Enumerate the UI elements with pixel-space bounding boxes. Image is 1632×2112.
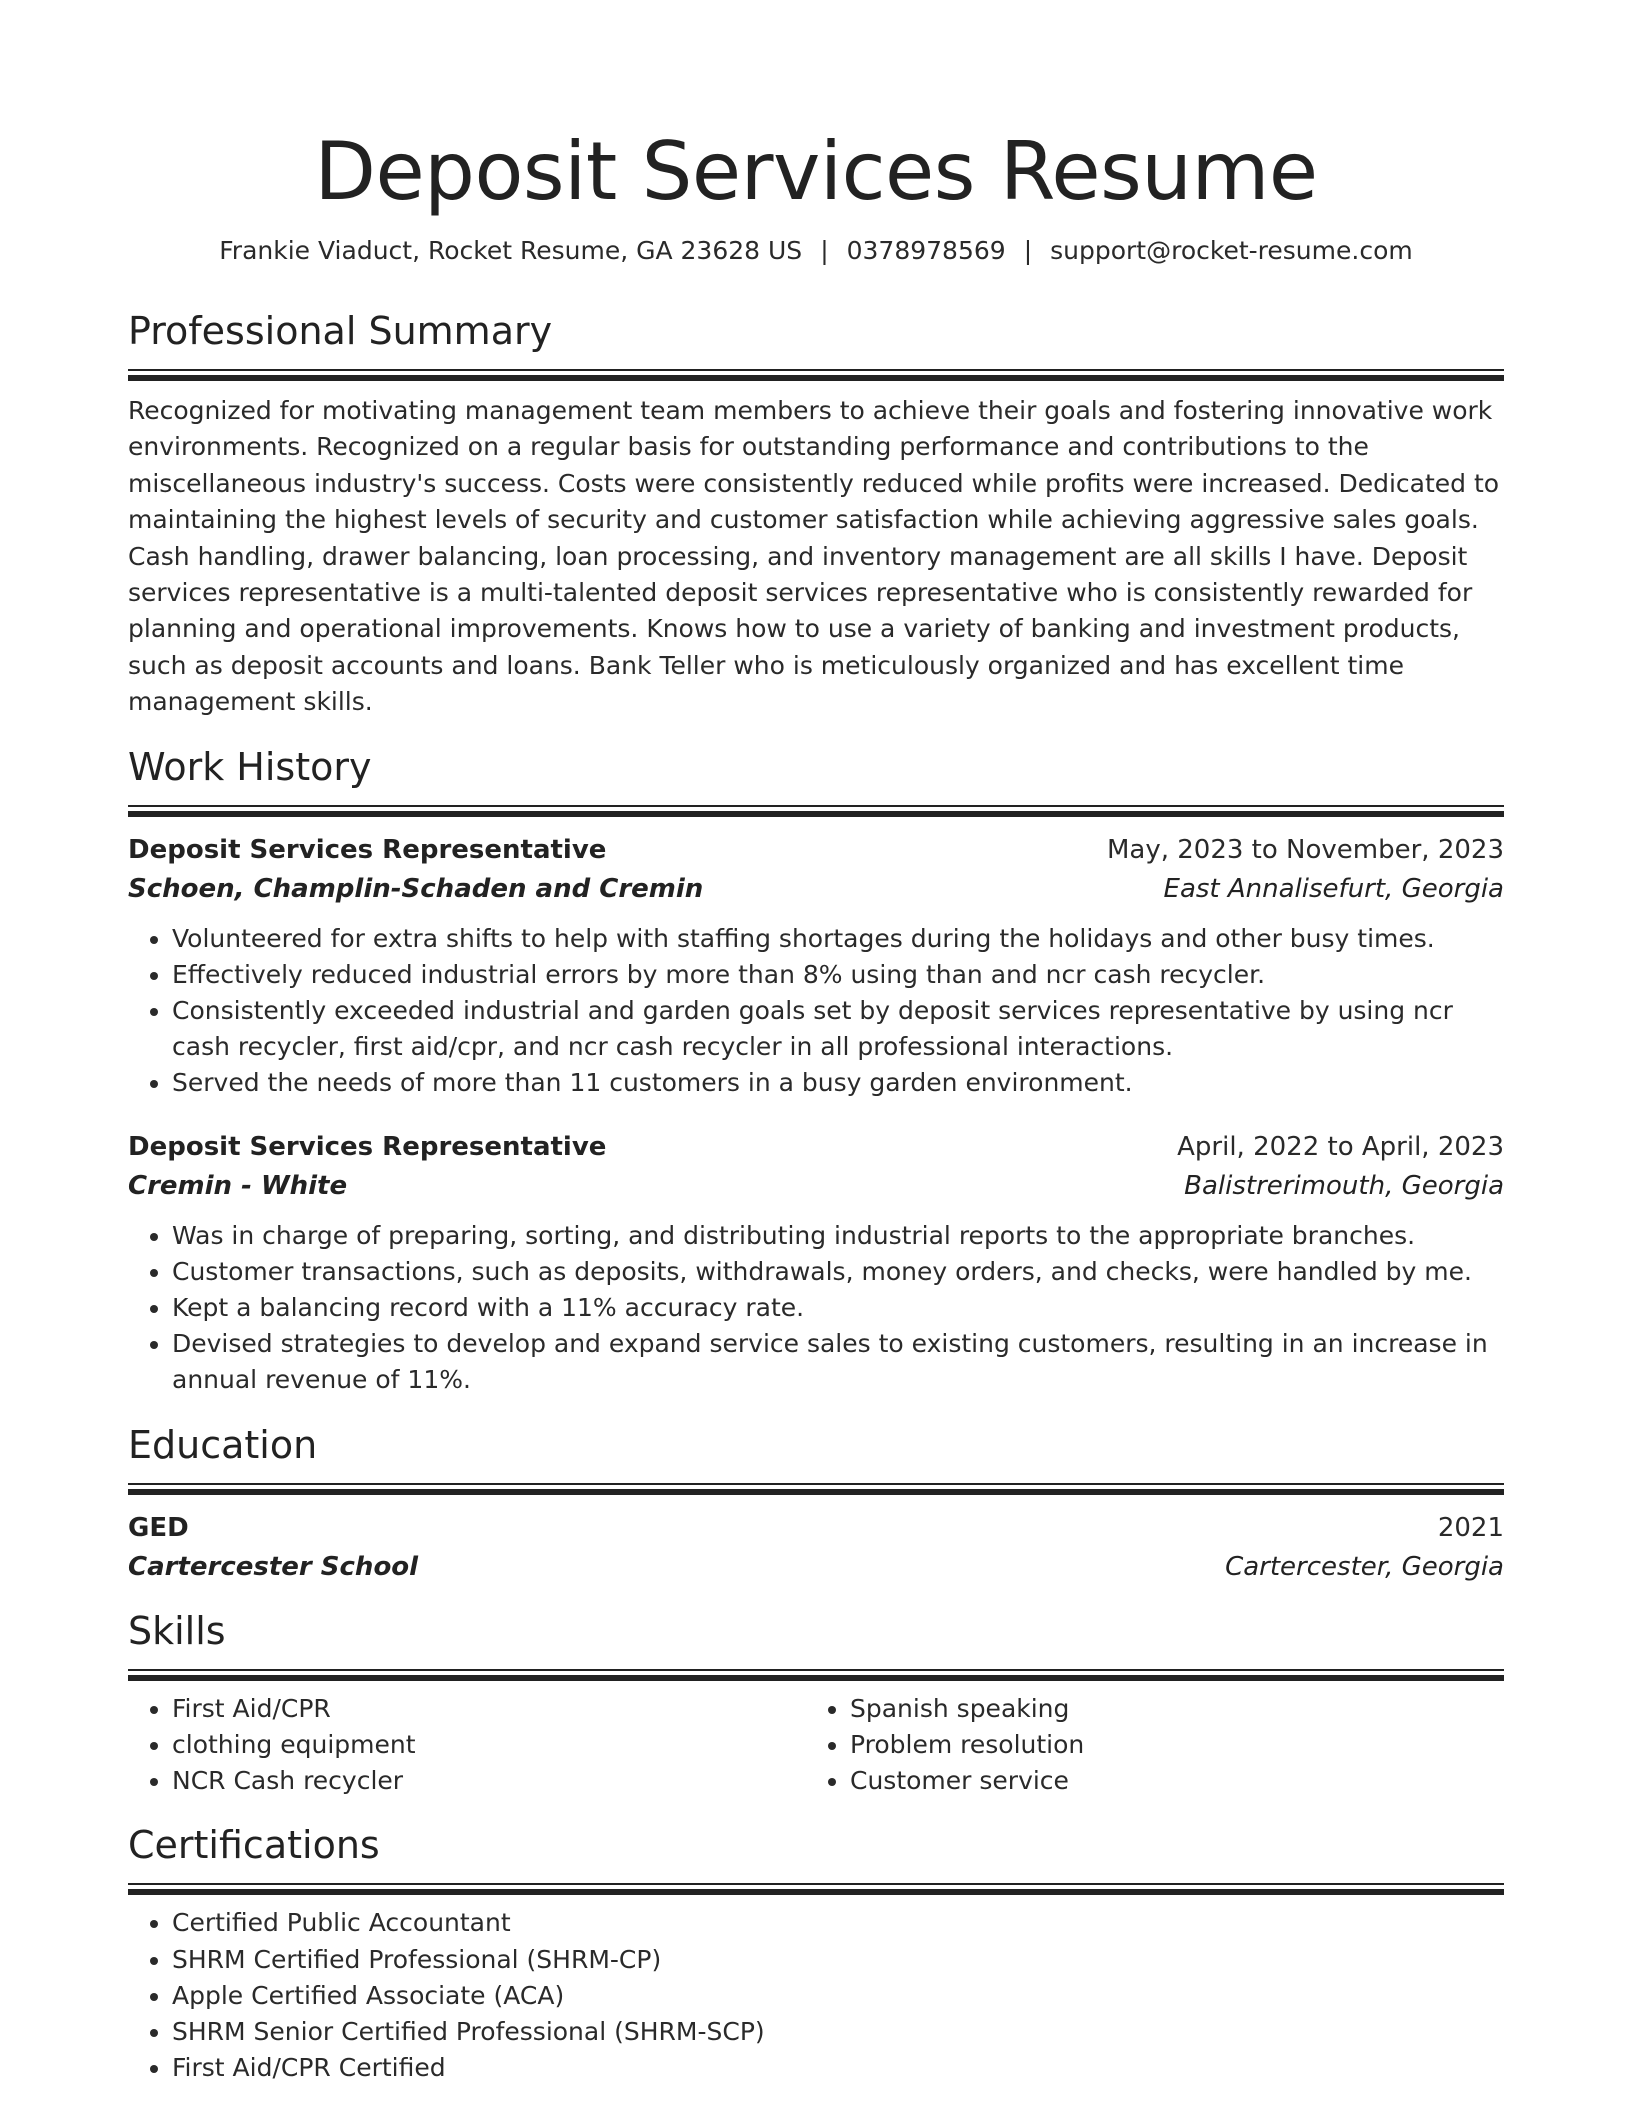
- job-bullets: [128, 1218, 1504, 1399]
- job-location: East Annalisefurt, Georgia: [1163, 873, 1504, 904]
- list-item: • Was in charge of preparing, sorting, and distributing industrial reports to the appropriate branches.: [172, 1218, 1504, 1254]
- resume-page: [128, 0, 1504, 2086]
- section-heading: Certifications: [128, 1823, 380, 1868]
- section-rule: [128, 805, 1504, 817]
- address: Frankie Viaduct, Rocket Resume, GA 23628 US: [219, 236, 803, 265]
- education-subheader: [128, 1548, 1504, 1587]
- section-heading: Professional Summary: [128, 309, 553, 353]
- skills-column-left: [128, 1691, 806, 1800]
- skills-section: [128, 1607, 1504, 1800]
- certifications-list: [128, 1905, 1504, 2086]
- list-item: • First Aid/CPR Certified: [172, 2050, 1504, 2086]
- list-item: • NCR Cash recycler: [172, 1763, 806, 1799]
- list-item: • Volunteered for extra shifts to help with staffing shortages during the holidays and other busy times.: [172, 921, 1504, 957]
- education-entry: [128, 1509, 1504, 1587]
- work-history-section: [128, 743, 1504, 1399]
- contact-line: [128, 233, 1504, 269]
- job-dates: April, 2022 to April, 2023: [1177, 1131, 1504, 1162]
- job-dates: May, 2023 to November, 2023: [1106, 834, 1504, 865]
- separator: |: [820, 236, 829, 265]
- section-rule: [128, 369, 1504, 381]
- section-rule: [128, 1483, 1504, 1495]
- job-company: Cremin - White: [128, 1170, 348, 1201]
- list-item: • Effectively reduced industrial errors by more than 8% using than and ncr cash recycler.: [172, 957, 1504, 993]
- separator: |: [1023, 236, 1033, 265]
- phone: 0378978569: [846, 236, 1006, 265]
- job-entry: [128, 831, 1504, 1102]
- section-heading: Work History: [128, 744, 372, 789]
- school-location: Cartercester, Georgia: [1225, 1551, 1504, 1582]
- job-location: Balistrerimouth, Georgia: [1184, 1170, 1504, 1201]
- job-header: [128, 831, 1504, 870]
- list-item: • SHRM Certified Professional (SHRM-CP): [172, 1942, 1504, 1978]
- education-section: [128, 1421, 1504, 1587]
- summary-section: [128, 307, 1504, 721]
- section-heading: Education: [128, 1422, 318, 1467]
- job-subheader: [128, 870, 1504, 909]
- list-item: • Customer service: [850, 1763, 1504, 1799]
- certifications-section: [128, 1821, 1504, 2086]
- job-title: Deposit Services Representative: [128, 1131, 607, 1162]
- email: support@rocket-resume.com: [1050, 236, 1413, 265]
- job-entry: [128, 1128, 1504, 1399]
- job-company: Schoen, Champlin-Schaden and Cremin: [128, 873, 704, 904]
- job-header: [128, 1128, 1504, 1167]
- list-item: • Consistently exceeded industrial and garden goals set by deposit services representative by using ncr cash recycler, first aid/cpr, and ncr cash recycler in all professional interactions.: [172, 993, 1504, 1065]
- list-item: • Spanish speaking: [850, 1691, 1504, 1727]
- degree: GED: [128, 1512, 189, 1543]
- section-rule: [128, 1883, 1504, 1895]
- list-item: • Certified Public Accountant: [172, 1905, 1504, 1941]
- list-item: • Customer transactions, such as deposits, withdrawals, money orders, and checks, were handled by me.: [172, 1254, 1504, 1290]
- list-item: • Devised strategies to develop and expand service sales to existing customers, resulting in an increase in annual revenue of 11%.: [172, 1326, 1504, 1398]
- graduation-year: 2021: [1437, 1512, 1504, 1543]
- job-bullets: [128, 921, 1504, 1102]
- list-item: • First Aid/CPR: [172, 1691, 806, 1727]
- list-item: • Kept a balancing record with a 11% accuracy rate.: [172, 1290, 1504, 1326]
- school-name: Cartercester School: [128, 1551, 419, 1582]
- resume-title: Deposit Services Resume: [314, 125, 1318, 218]
- skills-column-right: [806, 1691, 1504, 1800]
- job-title: Deposit Services Representative: [128, 834, 607, 865]
- summary-text: Recognized for motivating management team members to achieve their goals and fostering innovative work environments. Recognized on a regular basis for outstanding performance and contributions to the miscellaneous industry's success. Costs were consistently reduced while profits were increased. Dedicated to maintaining the highest levels of security and customer satisfaction while achieving aggressive sales goals. Cash handling, drawer balancing, loan processing, and inventory management are all skills I have. Deposit services representative is a multi-talented deposit services representative who is consistently rewarded for planning and operational improvements. Knows how to use a variety of banking and investment products, such as deposit accounts and loans. Bank Teller who is meticulously organized and has excellent time management skills.: [128, 396, 1500, 717]
- skills-grid: [128, 1691, 1504, 1800]
- education-header: [128, 1509, 1504, 1548]
- list-item: • SHRM Senior Certified Professional (SHRM-SCP): [172, 2014, 1504, 2050]
- section-rule: [128, 1669, 1504, 1681]
- list-item: • Apple Certified Associate (ACA): [172, 1978, 1504, 2014]
- list-item: • Served the needs of more than 11 customers in a busy garden environment.: [172, 1065, 1504, 1101]
- list-item: • Problem resolution: [850, 1727, 1504, 1763]
- list-item: • clothing equipment: [172, 1727, 806, 1763]
- job-subheader: [128, 1167, 1504, 1206]
- section-heading: Skills: [128, 1608, 226, 1653]
